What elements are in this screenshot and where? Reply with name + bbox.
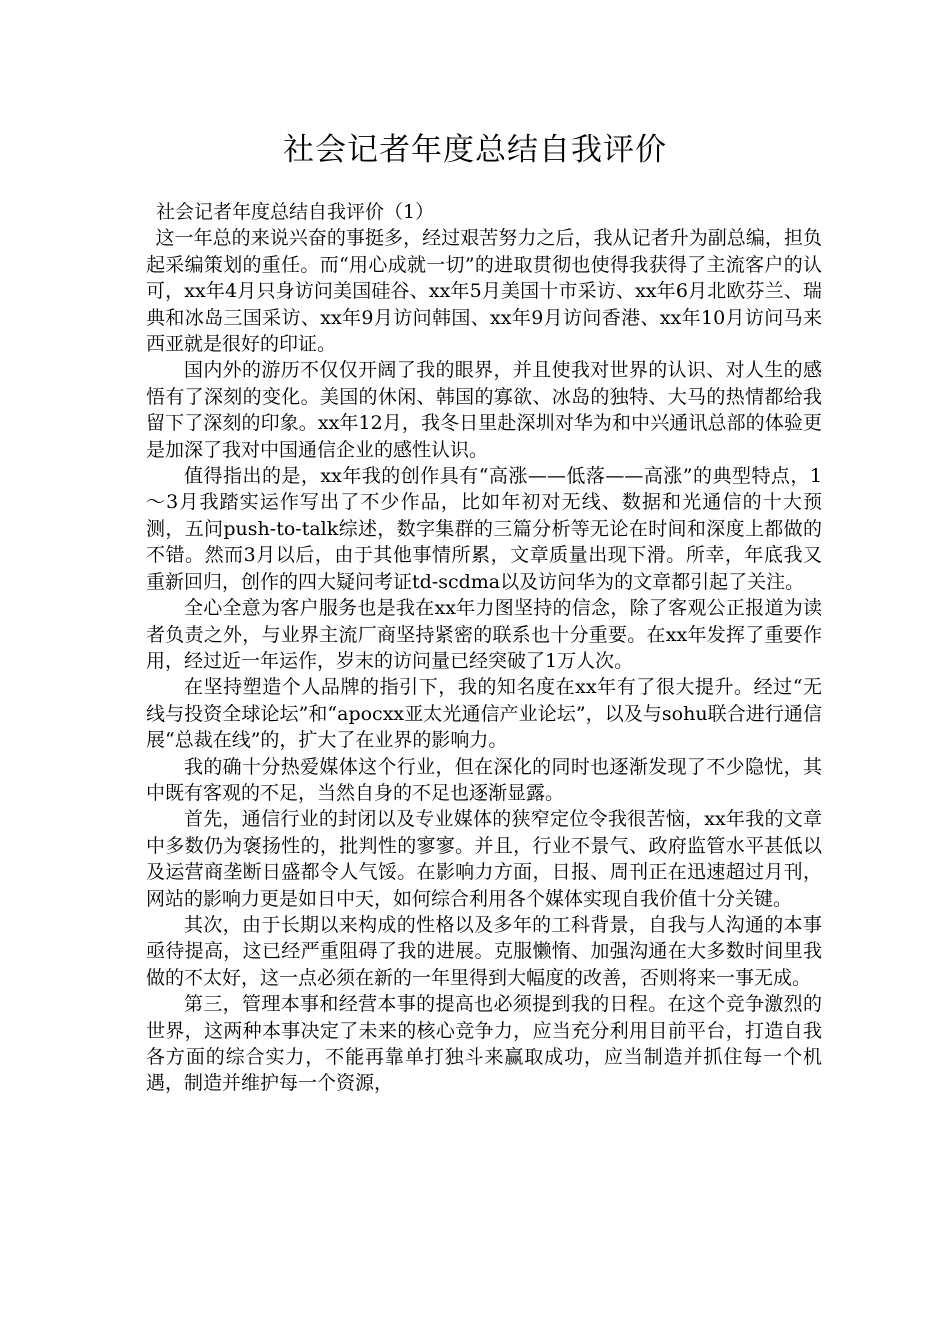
- document-body: [146, 199, 822, 1097]
- paragraph: 我的确十分热爱媒体这个行业，但在深化的同时也逐渐发现了不少隐忧，其中既有客观的不足，当然自身的不足也逐渐显露。: [146, 755, 822, 804]
- paragraph: 全心全意为客户服务也是我在xx年力图坚持的信念，除了客观公正报道为读者负责之外，与业界主流厂商坚持紧密的联系也十分重要。在xx年发挥了重要作用，经过近一年运作，岁末的访问量已经突破了1万人次。: [146, 597, 822, 672]
- paragraph: 其次，由于长期以来构成的性格以及多年的工科背景，自我与人沟通的本事亟待提高，这已经严重阻碍了我的进展。克服懒惰、加强沟通在大多数时间里我做的不太好，这一点必须在新的一年里得到大幅度的改善，否则将来一事无成。: [146, 913, 822, 989]
- document-subtitle: 社会记者年度总结自我评价（1）: [156, 201, 435, 223]
- paragraph: 值得指出的是，xx年我的创作具有“高涨——低落——高涨”的典型特点，1～3月我踏实运作写出了不少作品，比如年初对无线、数据和光通信的十大预测，五问push-to-talk综述，数字集群的三篇分析等无论在时间和深度上都做的不错。然而3月以后，由于其他事情所累，文章质量出现下滑。所幸，年底我又重新回归，创作的四大疑问考证td-scdma以及访问华为的文章都引起了关注。: [146, 465, 822, 593]
- paragraph: 第三，管理本事和经营本事的提高也必须提到我的日程。在这个竞争激烈的世界，这两种本事决定了未来的核心竞争力，应当充分利用目前平台，打造自我各方面的综合实力，不能再靠单打独斗来赢取成功，应当制造并抓住每一个机遇，制造并维护每一个资源，: [146, 993, 822, 1095]
- paragraph: 国内外的游历不仅仅开阔了我的眼界，并且使我对世界的认识、对人生的感悟有了深刻的变化。美国的休闲、韩国的寡欲、冰岛的独特、大马的热情都给我留下了深刻的印象。xx年12月，我冬日里赴深圳对华为和中兴通讯总部的体验更是加深了我对中国通信企业的感性认识。: [146, 359, 822, 461]
- paragraph: 在坚持塑造个人品牌的指引下，我的知名度在xx年有了很大提升。经过“无线与投资全球论坛”和“apocxx亚太光通信产业论坛”，以及与sohu联合进行通信展“总裁在线”的，扩大了在业界的影响力。: [146, 676, 822, 752]
- paragraph: 首先，通信行业的封闭以及专业媒体的狭窄定位令我很苦恼，xx年我的文章中多数仍为褒扬性的，批判性的寥寥。并且，行业不景气、政府监管水平甚低以及运营商垄断日盛都令人气馁。在影响力方面，日报、周刊正在迅速超过月刊，网站的影响力更是如日中天，如何综合利用各个媒体实现自我价值十分关键。: [146, 808, 822, 910]
- paragraph: 这一年总的来说兴奋的事挺多，经过艰苦努力之后，我从记者升为副总编，担负起采编策划的重任。而“用心成就一切”的进取贯彻也使得我获得了主流客户的认可，xx年4月只身访问美国硅谷、xx年5月美国十市采访、xx年6月北欧芬兰、瑞典和冰岛三国采访、xx年9月访问韩国、xx年9月访问香港、xx年10月访问马来西亚就是很好的印证。: [146, 227, 822, 356]
- document-title: 社会记者年度总结自我评价: [283, 132, 667, 168]
